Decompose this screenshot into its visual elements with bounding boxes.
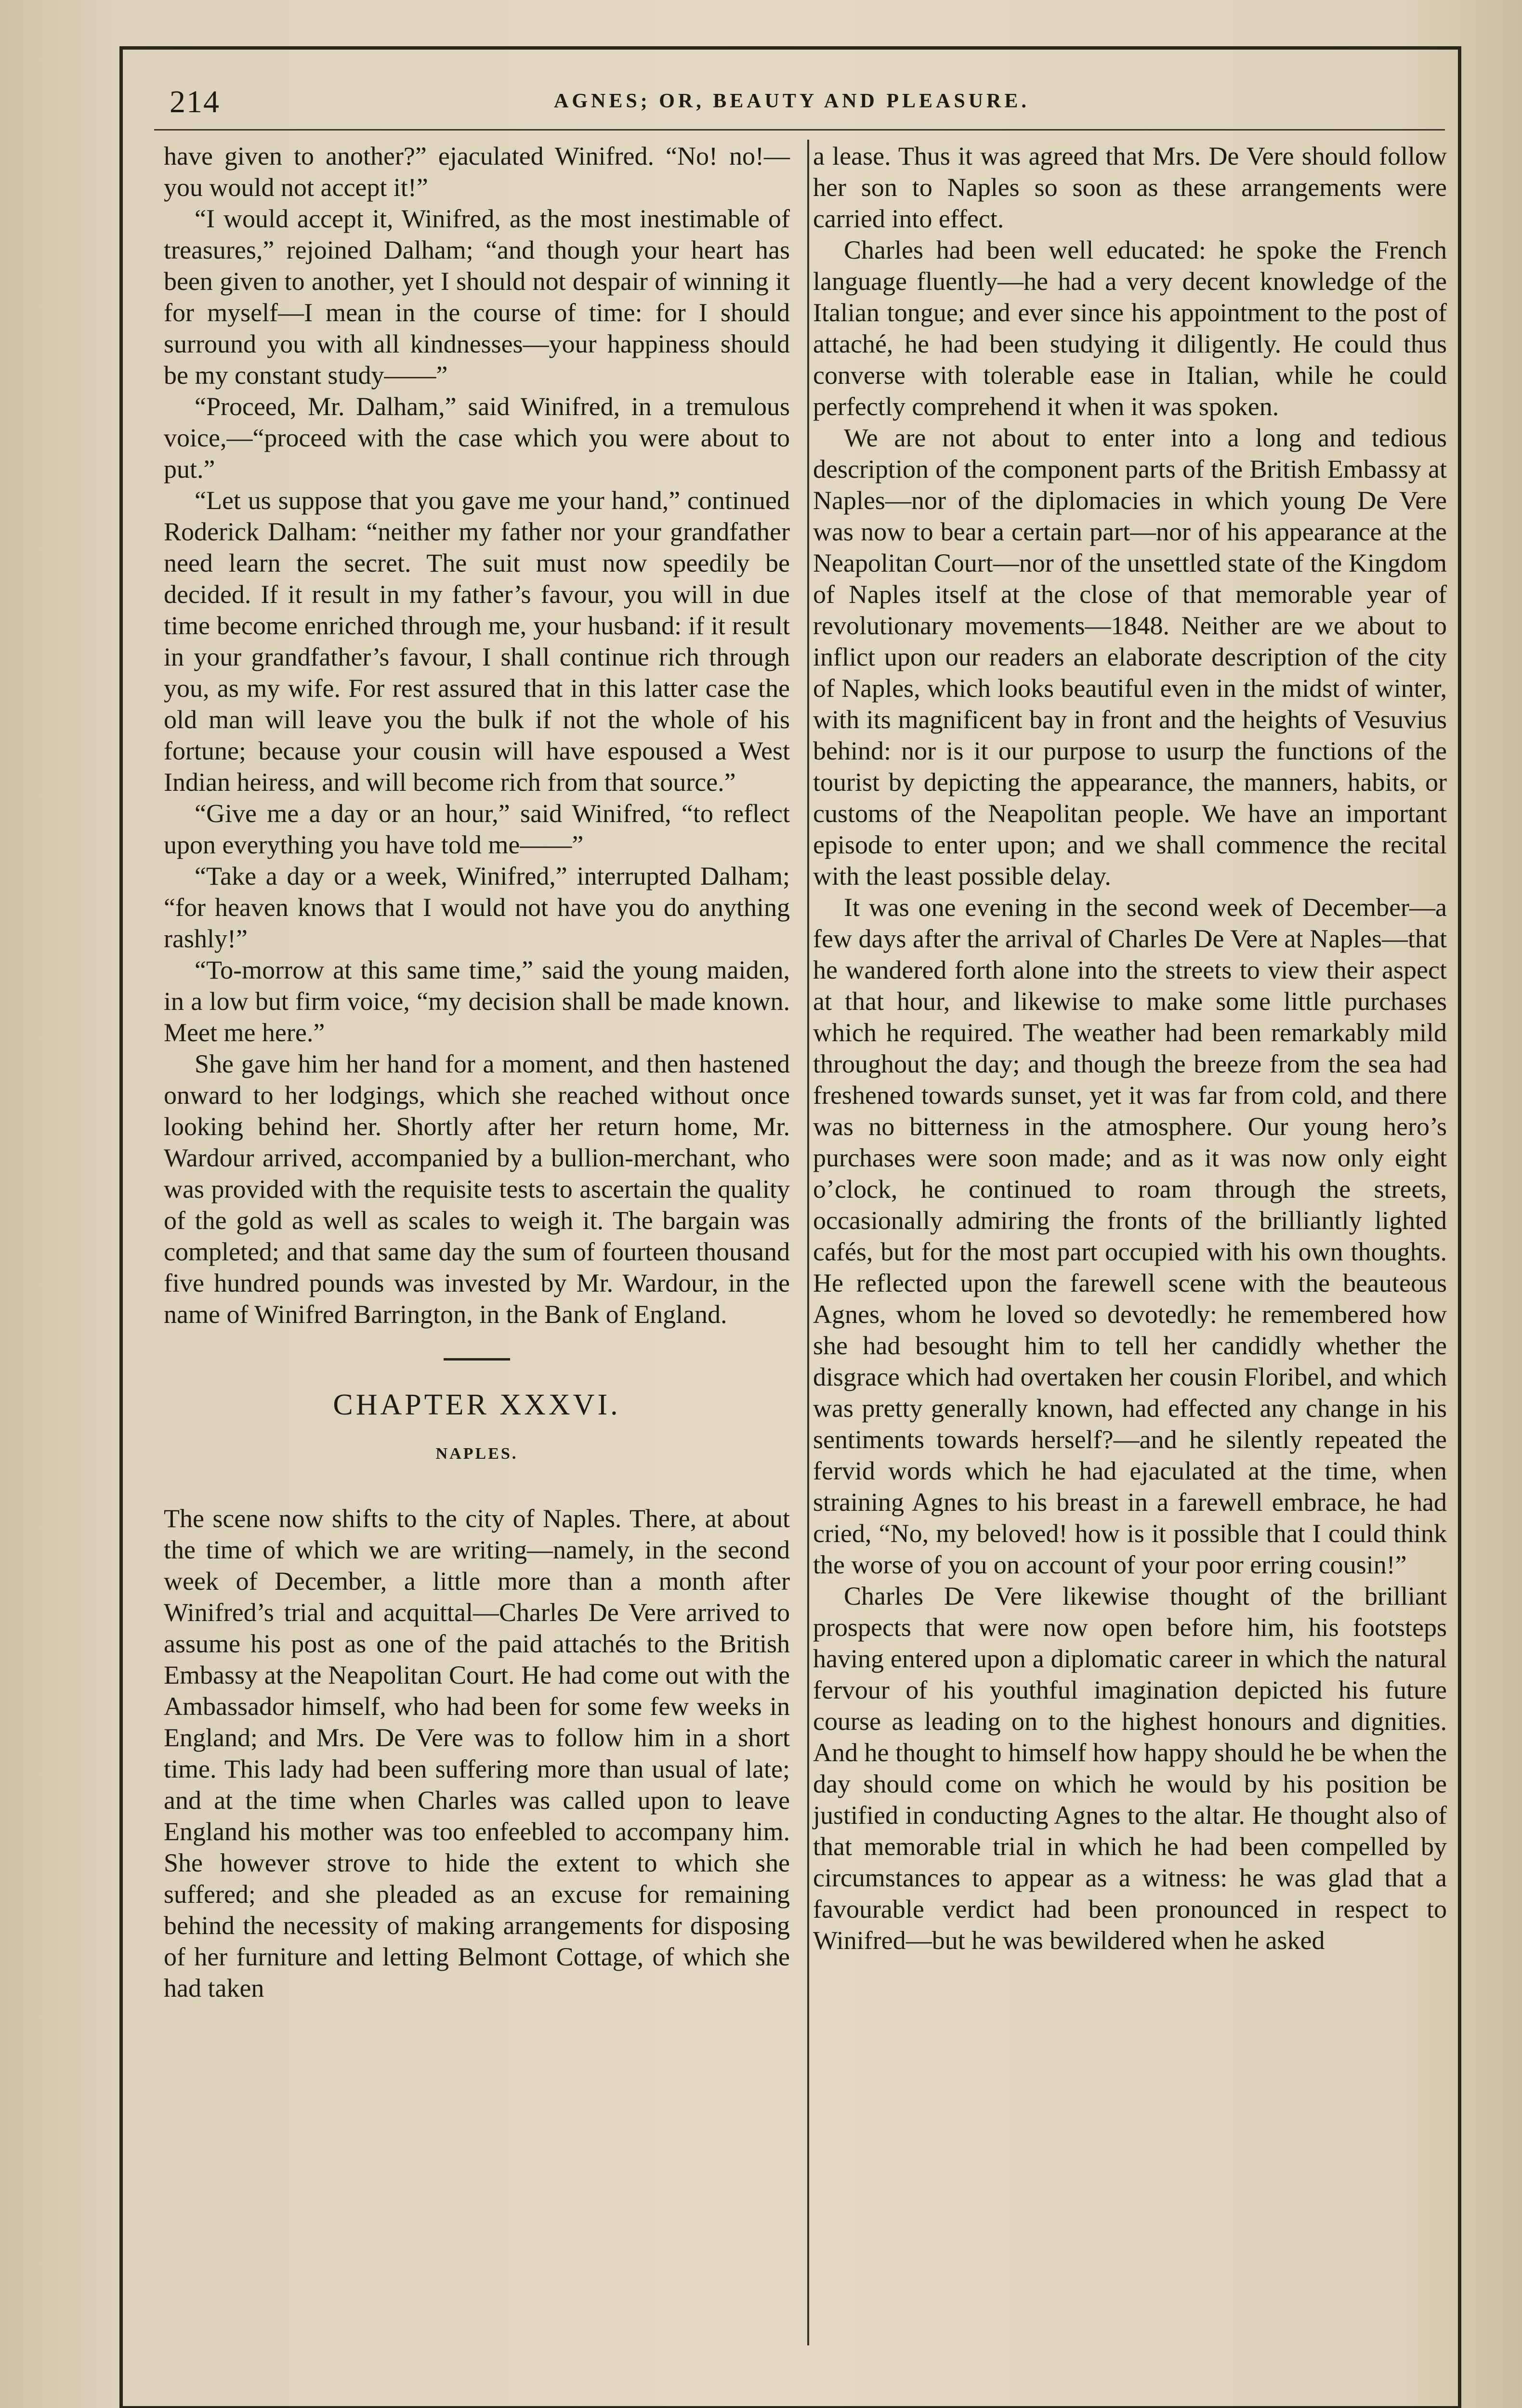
column-divider bbox=[807, 140, 809, 2345]
page-number: 214 bbox=[170, 84, 220, 119]
paragraph: have given to another?” ejaculated Winifred. “No! no!—you would not accept it!” bbox=[164, 142, 790, 202]
paragraph: a lease. Thus it was agreed that Mrs. De Vere should follow her son to Naples so soon as these arrangements were carried into effect. bbox=[813, 142, 1447, 233]
paragraph: “Take a day or a week, Winifred,” interrupted Dalham; “for heaven knows that I would not have you do anything rashly!” bbox=[164, 862, 790, 953]
running-title: AGNES; OR, BEAUTY AND PLEASURE. bbox=[554, 90, 1030, 112]
header-rule bbox=[154, 129, 1445, 131]
paragraph: Charles had been well educated: he spoke the French language fluently—he had a very decent knowledge of the Italian tongue; and ever since his appointment to the post of attaché, he had been studying it diligently. He could thus converse with tolerable ease in Italian, while he could perfectly comprehend it when it was spoken. bbox=[813, 236, 1447, 421]
page-header bbox=[159, 81, 1459, 129]
paragraph: She gave him her hand for a moment, and then hastened onward to her lodgings, which she reached without once looking behind her. Shortly after her return home, Mr. Wardour arrived, accompanied by a bullion-merchant, who was provided with the requisite tests to ascertain the quality of the gold as well as scales to weigh it. The bargain was completed; and that same day the sum of fourteen thousand five hundred pounds was invested by Mr. Wardour, in the name of Winifred Barrington, in the Bank of England. bbox=[164, 1049, 790, 1329]
paragraph: We are not about to enter into a long and tedious description of the component parts of the British Embassy at Naples—nor of the diplomacies in which young De Vere was now to bear a certain part—nor of his appearance at the Neapolitan Court—nor of the unsettled state of the Kingdom of Naples itself at the close of that memorable year of revolutionary movements—1848. Neither are we about to inflict upon our readers an elaborate description of the city of Naples, which looks beautiful even in the midst of winter, with its magnificent bay in front and the heights of Vesuvius behind: nor is it our purpose to usurp the functions of the tourist by depicting the appearance, the manners, habits, or customs of the Neapolitan people. We have an important episode to enter upon; and we shall commence the recital with the least possible delay. bbox=[813, 423, 1447, 890]
paragraph: “To-morrow at this same time,” said the young maiden, in a low but firm voice, “my decision shall be made known. Meet me here.” bbox=[164, 955, 790, 1047]
paragraph: Charles De Vere likewise thought of the brilliant prospects that were now open before him, his footsteps having entered upon a diplomatic career in which the natural fervour of his youthful imagination depicted his future course as leading on to the highest honours and dignities. And he thought to himself how happy should he be when the day should come on which he would by his position be justified in conducting Agnes to the altar. He thought also of that memorable trial in which he had been compelled by circumstances to appear as a witness: he was glad that a favourable verdict had been pronounced in respect to Winifred—but he was bewildered when he asked bbox=[813, 1582, 1447, 1955]
paragraph: “Give me a day or an hour,” said Winifred, “to reflect upon everything you have told me——” bbox=[164, 799, 790, 859]
paragraph: “Proceed, Mr. Dalham,” said Winifred, in a tremulous voice,—“proceed with the case which you were about to put.” bbox=[164, 392, 790, 484]
chapter-opening-paragraph: The scene now shifts to the city of Naples. There, at about the time of which we are writing—namely, in the second week of December, a little more than a month after Winifred’s trial and acquittal—Charles De Vere arrived to assume his post as one of the paid attachés to the British Embassy at the Neapolitan Court. He had come out with the Ambassador himself, who had been for some few weeks in England; and Mrs. De Vere was to follow him in a short time. This lady had been suffering more than usual of late; and at the time when Charles was called upon to leave England his mother was too enfeebled to accompany him. She however strove to hide the extent to which she suffered; and she pleaded as an excuse for remaining behind the necessity of making arrangements for disposing of her furniture and letting Belmont Cottage, of which she had taken bbox=[164, 1504, 790, 2002]
chapter-title: CHAPTER XXXVI. bbox=[333, 1388, 621, 1421]
footer-rule bbox=[119, 2406, 1461, 2408]
chapter-subtitle: NAPLES. bbox=[435, 1445, 518, 1463]
paragraph: It was one evening in the second week of December—a few days after the arrival of Charles De Vere at Naples—that he wandered forth alone into the streets to view their aspect at that hour, and likewise to make some little purchases which he required. The weather had been remarkably mild throughout the day; and though the breeze from the sea had freshened towards sunset, yet it was far from cold, and there was no bitterness in the atmosphere. Our young hero’s purchases were soon made; and as it was now only eight o’clock, he continued to roam through the streets, occasionally admiring the fronts of the brilliantly lighted cafés, but for the most part occupied with his own thoughts. He reflected upon the farewell scene with the beauteous Agnes, whom he loved so devotedly: he remembered how she had besought him to tell her candidly whether the disgrace which had overtaken her cousin Floribel, and which was pretty generally known, had effected any change in his sentiments towards herself?—and he silently repeated the fervid words which he had ejaculated at the time, when straining Agnes to his breast in a farewell embrace, he had cried, “No, my beloved! how is it possible that I could think the worse of you on account of your poor erring cousin!” bbox=[813, 893, 1447, 1579]
paragraph: “Let us suppose that you gave me your hand,” continued Roderick Dalham: “neither my father nor your grandfather need learn the secret. The suit must now speedily be decided. If it result in my father’s favour, you will in due time become enriched through me, your husband: if it result in your grandfather’s favour, I shall continue rich through you, as my wife. For rest assured that in this latter case the old man will leave you the bulk if not the whole of his fortune; because your cousin will have espoused a West Indian heiress, and will become rich from that source.” bbox=[164, 486, 790, 797]
paragraph: “I would accept it, Winifred, as the most inestimable of treasures,” rejoined Dalham; “and though your heart has been given to another, yet I should not despair of winning it for myself—I mean in the course of time: for I should surround you with all kindnesses—your happiness should be my constant study——” bbox=[164, 204, 790, 390]
section-rule bbox=[444, 1358, 510, 1361]
right-column bbox=[813, 141, 1447, 1956]
left-column bbox=[164, 141, 790, 2004]
